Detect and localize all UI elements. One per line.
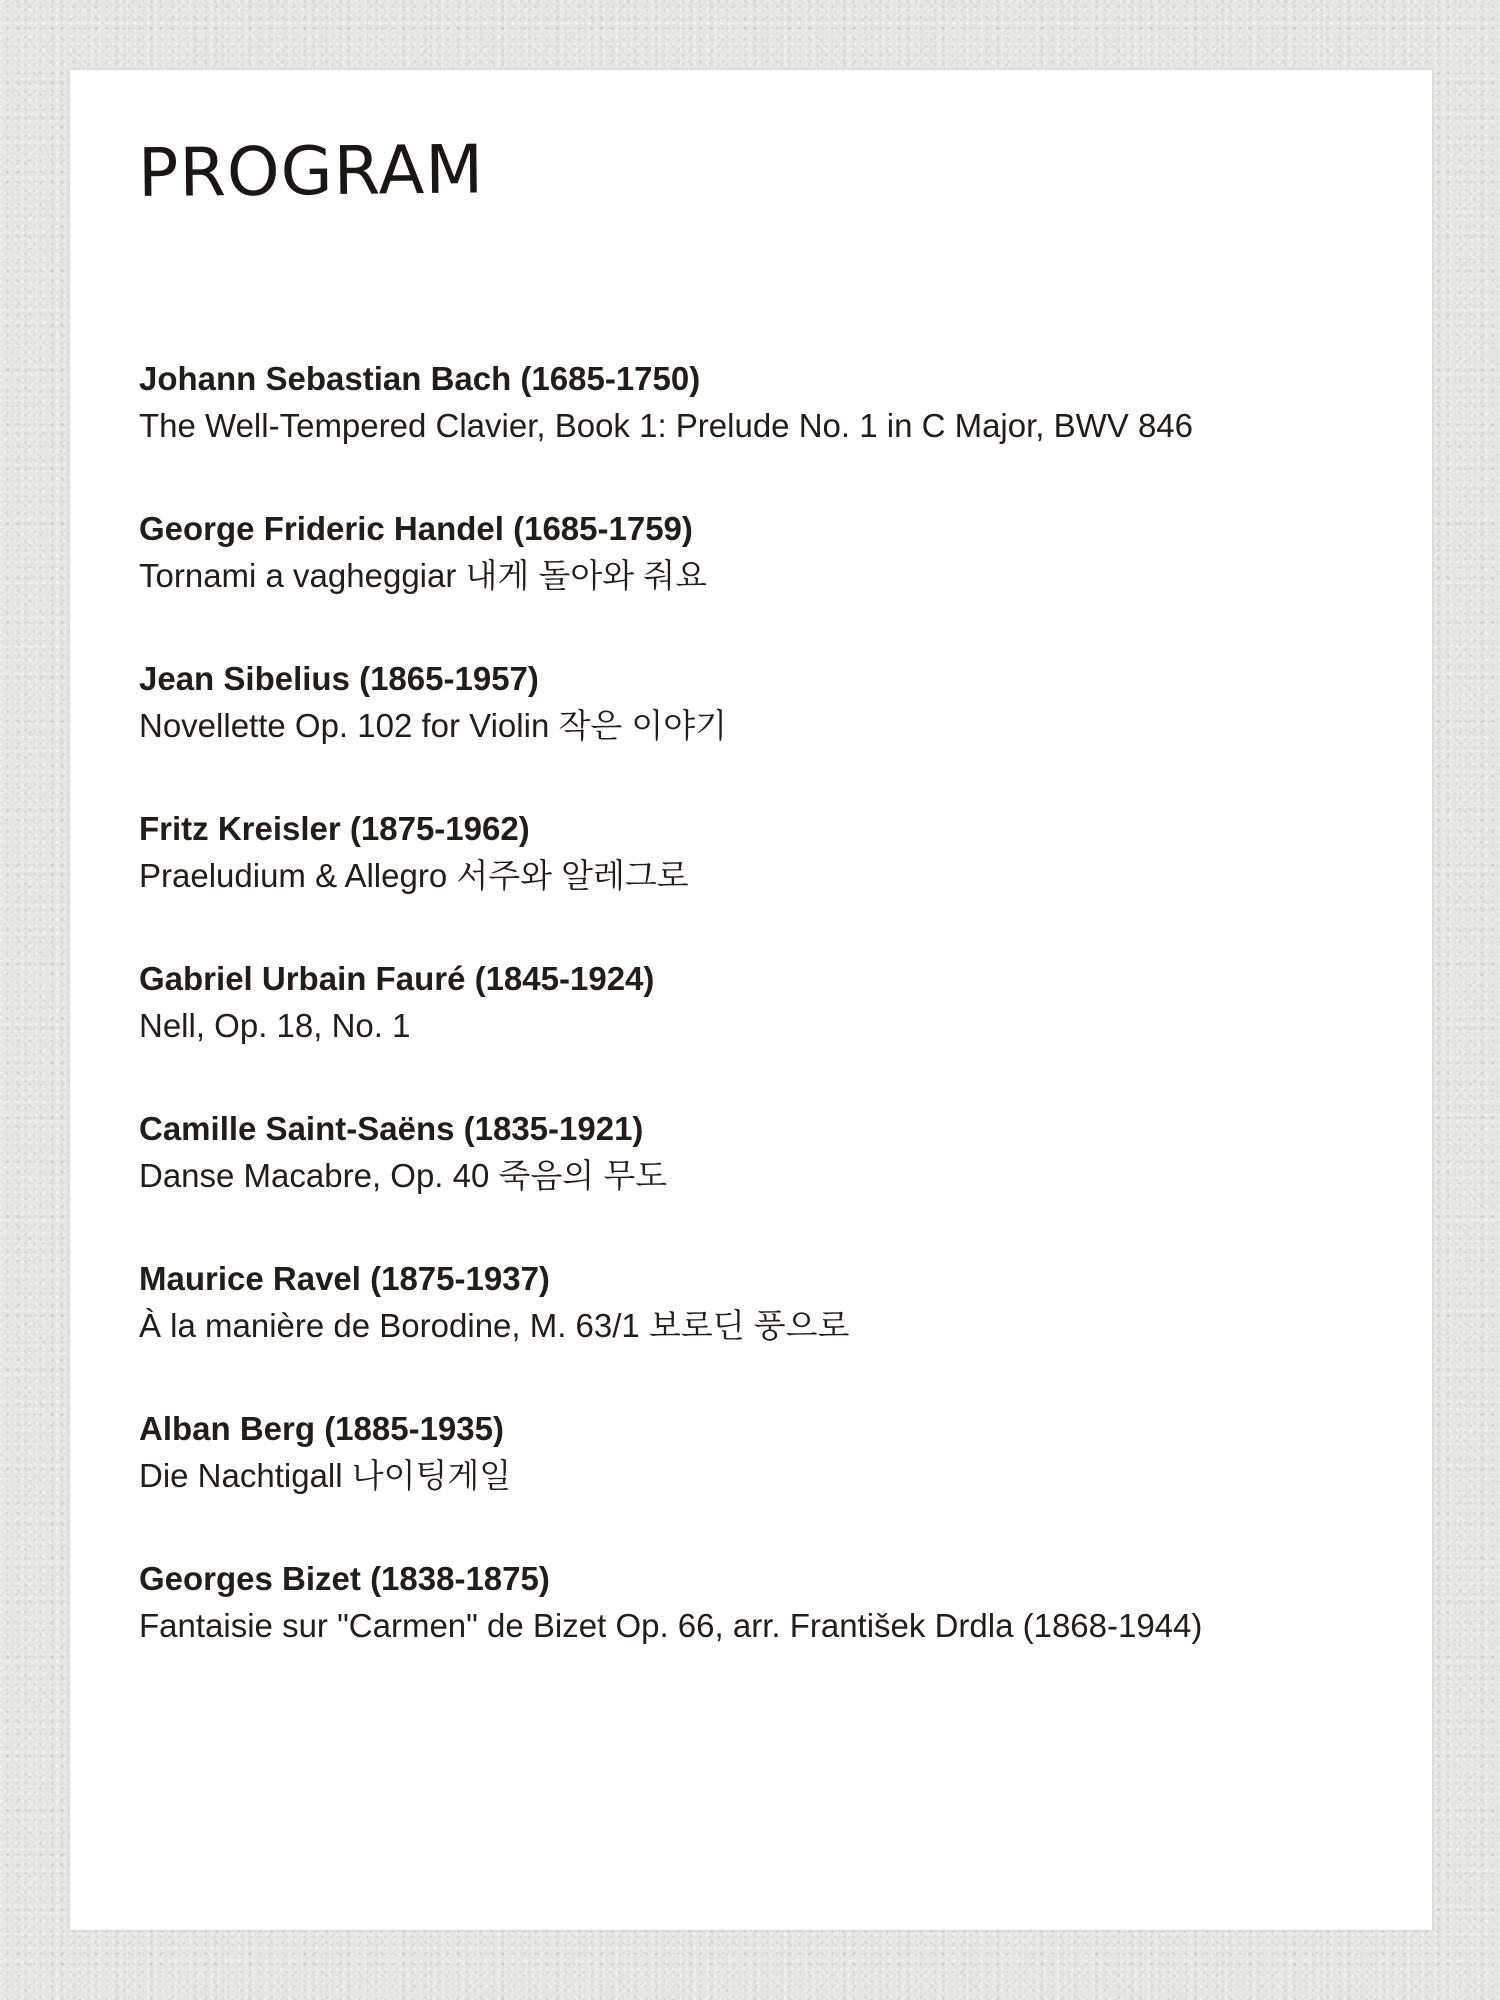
composer-name: Alban Berg (1885-1935) <box>139 1410 504 1447</box>
work-title: Novellette Op. 102 for Violin 작은 이야기 <box>139 707 728 744</box>
work-title: À la manière de Borodine, M. 63/1 보로딘 풍으로 <box>139 1307 850 1344</box>
program-sheet <box>70 70 1432 1930</box>
composer-name: Maurice Ravel (1875-1937) <box>139 1260 550 1297</box>
work-title: Nell, Op. 18, No. 1 <box>139 1007 411 1044</box>
work-title: Fantaisie sur "Carmen" de Bizet Op. 66, arr. František Drdla (1868-1944) <box>139 1607 1203 1644</box>
program-item <box>139 1108 1399 1258</box>
composer-name: Fritz Kreisler (1875-1962) <box>139 810 530 847</box>
work-title: Danse Macabre, Op. 40 죽음의 무도 <box>139 1157 668 1194</box>
program-item <box>139 958 1399 1108</box>
composer-name: George Frideric Handel (1685-1759) <box>139 510 693 547</box>
composer-name: Johann Sebastian Bach (1685-1750) <box>139 360 701 397</box>
composer-name: Camille Saint-Saëns (1835-1921) <box>139 1110 644 1147</box>
work-title: The Well-Tempered Clavier, Book 1: Prelude No. 1 in C Major, BWV 846 <box>139 407 1194 444</box>
program-list <box>139 358 1399 1708</box>
program-item <box>139 658 1399 808</box>
work-title: Tornami a vagheggiar 내게 돌아와 줘요 <box>139 557 708 594</box>
program-item <box>139 1408 1399 1558</box>
composer-name: Jean Sibelius (1865-1957) <box>139 660 539 697</box>
program-item <box>139 1258 1399 1408</box>
work-title: Die Nachtigall 나이팅게일 <box>139 1457 512 1494</box>
work-title: Praeludium & Allegro 서주와 알레그로 <box>139 857 689 894</box>
program-item <box>139 808 1399 958</box>
program-item <box>139 1558 1399 1708</box>
program-item <box>139 508 1399 658</box>
composer-name: Georges Bizet (1838-1875) <box>139 1560 550 1597</box>
program-item <box>139 358 1399 508</box>
page-title: PROGRAM <box>137 130 485 212</box>
composer-name: Gabriel Urbain Fauré (1845-1924) <box>139 960 655 997</box>
